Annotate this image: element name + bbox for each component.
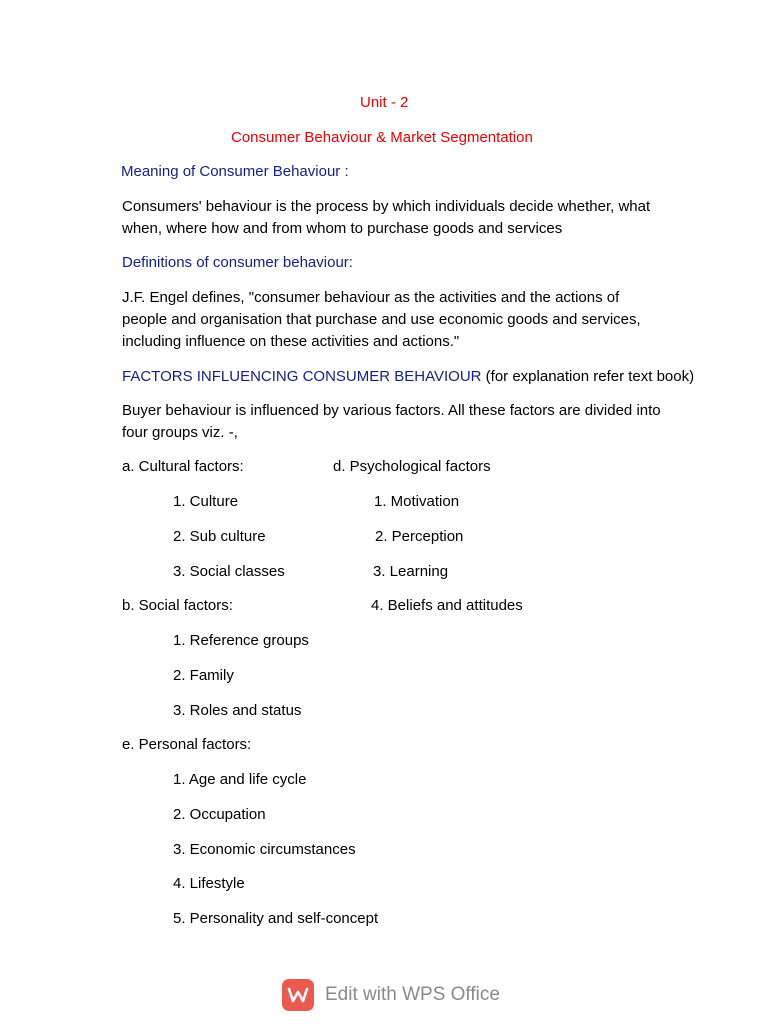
psychological-factor-item: 2. Perception bbox=[375, 528, 464, 545]
cultural-factor-item: 2. Sub culture bbox=[173, 528, 266, 545]
factors-note: (for explanation refer text book) bbox=[481, 368, 695, 385]
personal-factors-heading: e. Personal factors: bbox=[122, 736, 252, 753]
personal-factor-item: 5. Personality and self-concept bbox=[173, 910, 379, 927]
social-factors-heading: b. Social factors: bbox=[122, 597, 233, 614]
social-factor-item: 3. Roles and status bbox=[173, 702, 302, 719]
social-factor-item: 1. Reference groups bbox=[173, 632, 309, 649]
definitions-heading: Definitions of consumer behaviour: bbox=[122, 254, 353, 271]
wps-office-logo-icon bbox=[282, 979, 314, 1011]
document-title: Consumer Behaviour & Market Segmentation bbox=[231, 129, 533, 146]
personal-factor-item: 4. Lifestyle bbox=[173, 875, 245, 892]
factors-intro-paragraph: Buyer behaviour is influenced by various factors. All these factors are divided into four groups viz. -, bbox=[122, 402, 661, 441]
psychological-factor-item: 4. Beliefs and attitudes bbox=[371, 597, 523, 614]
social-factor-item: 2. Family bbox=[173, 667, 234, 684]
personal-factor-item: 1. Age and life cycle bbox=[173, 771, 307, 788]
factors-heading-line bbox=[122, 366, 694, 388]
edit-with-wps-office-link[interactable] bbox=[282, 977, 500, 1013]
psychological-factor-item: 3. Learning bbox=[373, 563, 449, 580]
cultural-factor-item: 3. Social classes bbox=[173, 563, 285, 580]
definition-paragraph: J.F. Engel defines, "consumer behaviour as the activities and the actions of people and organisation that purchase and use economic goods and services, including influence on these activities and actions." bbox=[122, 289, 641, 350]
meaning-heading: Meaning of Consumer Behaviour : bbox=[121, 163, 349, 180]
psychological-factor-item: 1. Motivation bbox=[374, 493, 460, 510]
edit-with-wps-office-label: Edit with WPS Office bbox=[325, 984, 500, 1005]
personal-factor-item: 2. Occupation bbox=[173, 806, 266, 823]
unit-heading: Unit - 2 bbox=[360, 94, 409, 111]
cultural-factor-item: 1. Culture bbox=[173, 493, 239, 510]
psychological-factors-heading: d. Psychological factors bbox=[333, 458, 491, 475]
cultural-factors-heading: a. Cultural factors: bbox=[122, 458, 244, 475]
personal-factor-item: 3. Economic circumstances bbox=[173, 841, 356, 858]
factors-heading: FACTORS INFLUENCING CONSUMER BEHAVIOUR bbox=[122, 368, 482, 385]
meaning-paragraph: Consumers' behaviour is the process by which individuals decide whether, what when, where how and from whom to purchase goods and services bbox=[122, 198, 651, 237]
